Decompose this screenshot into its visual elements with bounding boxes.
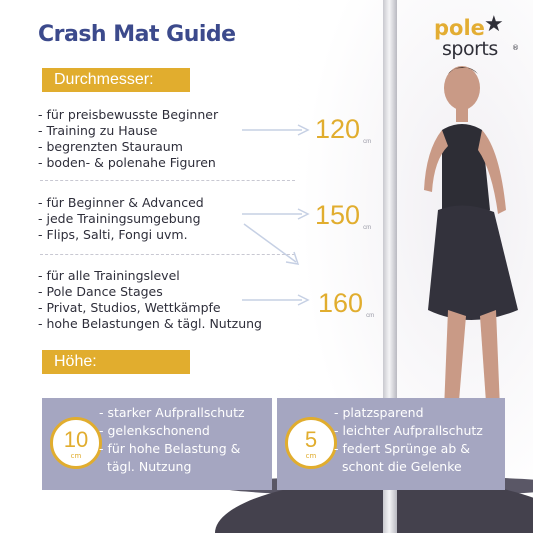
size-value: 120	[315, 114, 361, 144]
arrow-right-icon	[240, 208, 312, 220]
height-heading: Höhe:	[42, 350, 190, 374]
list-item: - gelenkschonend	[99, 423, 210, 438]
list-item: - platzsparend	[334, 405, 424, 420]
list-item: - Flips, Salti, Fongi uvm.	[38, 227, 188, 242]
height-value: 10	[63, 427, 89, 452]
logo-pole-word: pole	[434, 16, 485, 40]
pole-sports-logo	[430, 14, 522, 62]
list-item: - begrenzten Stauraum	[38, 139, 183, 154]
list-item: - Privat, Studios, Wettkämpfe	[38, 300, 221, 315]
list-item: - für hohe Belastung &	[99, 441, 241, 456]
list-item: tägl. Nutzung	[99, 459, 192, 474]
logo-sports-word: sports	[442, 38, 498, 60]
list-item: - leichter Aufprallschutz	[334, 423, 483, 438]
size-unit: cm	[363, 139, 372, 145]
height-box-5cm	[277, 398, 505, 490]
divider	[40, 180, 295, 181]
height-box-10cm	[42, 398, 272, 490]
registered-mark: ®	[512, 44, 519, 52]
height-badge	[285, 417, 337, 469]
diameter-heading: Durchmesser:	[42, 68, 190, 92]
arrow-diagonal-icon	[240, 220, 304, 268]
star-icon: ★	[484, 12, 504, 37]
height-unit: cm	[305, 452, 317, 460]
list-item: - Training zu Hause	[38, 123, 158, 138]
list-item: - jede Trainingsumgebung	[38, 211, 201, 226]
diameter-group-150	[38, 195, 204, 243]
height-value: 5	[304, 427, 318, 452]
arrow-right-icon	[240, 294, 312, 306]
size-unit: cm	[363, 225, 372, 231]
list-item: - hohe Belastungen & tägl. Nutzung	[38, 316, 262, 331]
size-label-150	[315, 200, 371, 231]
diameter-group-160	[38, 268, 262, 332]
list-item: - boden- & polenahe Figuren	[38, 155, 216, 170]
list-item: - starker Aufprallschutz	[99, 405, 245, 420]
height-badge	[50, 417, 102, 469]
list-item: - für preisbewusste Beginner	[38, 107, 219, 122]
list-item: - für alle Trainingslevel	[38, 268, 180, 283]
size-value: 160	[318, 288, 364, 318]
size-unit: cm	[366, 313, 375, 319]
arrow-right-icon	[240, 124, 312, 136]
page-title: Crash Mat Guide	[38, 22, 236, 47]
height-features	[99, 404, 245, 476]
size-value: 150	[315, 200, 361, 230]
list-item: - federt Sprünge ab &	[334, 441, 470, 456]
size-label-160	[318, 288, 374, 319]
list-item: - für Beginner & Advanced	[38, 195, 204, 210]
list-item: schont die Gelenke	[334, 459, 462, 474]
list-item: - Pole Dance Stages	[38, 284, 163, 299]
size-label-120	[315, 114, 371, 145]
height-features	[334, 404, 483, 476]
height-unit: cm	[70, 452, 82, 460]
diameter-group-120	[38, 107, 218, 171]
